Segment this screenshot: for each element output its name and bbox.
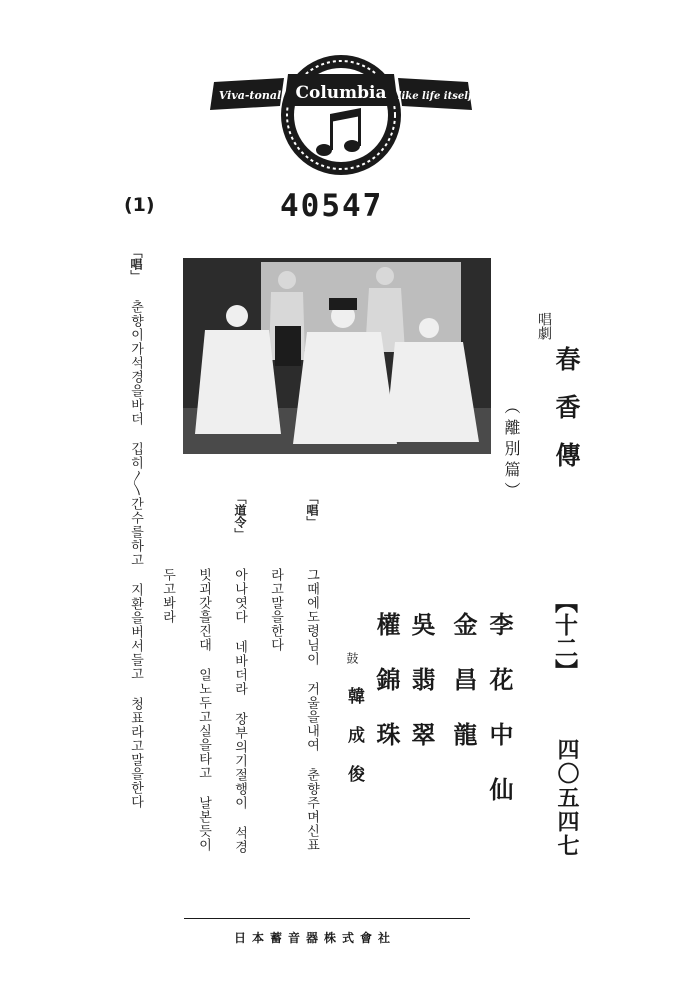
lyric-speaker-tag: 「唱」 (129, 246, 143, 282)
record-number: 40547 (280, 188, 384, 224)
lyric-line: 춘향이가석경을바더 깁히〳〵간수를하고 지환을버서들고 청표라고말을한다 (128, 300, 143, 809)
performer-name: 李花中仙 (485, 612, 514, 832)
logo-right-banner: like life itself (397, 91, 472, 102)
publisher-footer: 日本蓄音器株式會社 (233, 931, 396, 945)
logo-left-banner: Viva-tonal (218, 89, 282, 102)
catalog-number: 四〇五四七 (554, 738, 580, 858)
lyric-line: 빗괴갓흘진대 일노두고실을타고 날본듯이 (196, 568, 211, 852)
subtitle: （離別篇） (502, 398, 521, 503)
side-number: (1) (124, 194, 155, 216)
performers-photo (183, 258, 491, 454)
lyric-line: 그때에도령님이 거울을내여 춘향주며신표 (304, 568, 319, 852)
lyric-line: 두고봐라 (160, 568, 175, 624)
title: 春香傳 (552, 346, 581, 490)
performer-name: 權錦珠 (372, 612, 401, 777)
genre-label: 唱劇 (536, 312, 552, 340)
lyric-line: 라고말을한다 (268, 568, 283, 652)
logo-brand: Columbia (295, 83, 387, 103)
columbia-logo (210, 52, 472, 178)
title-number: 【十二】 (551, 590, 578, 682)
performer-name: 金昌龍 (449, 612, 478, 777)
drummer-name: 韓成俊 (344, 687, 364, 804)
lyric-speaker-tag: 「道令」 (233, 492, 247, 540)
footer-divider (184, 918, 470, 919)
lyric-speaker-tag: 「唱」 (305, 492, 319, 528)
performer-name: 吳翡翠 (407, 612, 436, 777)
lyric-line: 아나엿다 네바더라 장부의기절행이 석경 (232, 568, 247, 854)
drum-label: 鼓 (345, 652, 359, 664)
